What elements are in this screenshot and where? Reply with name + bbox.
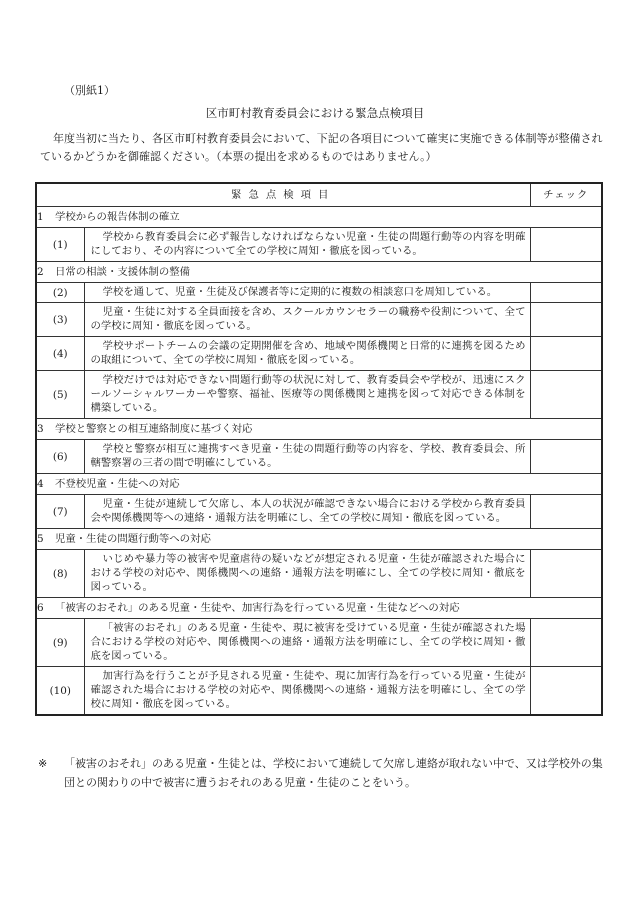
section-number: 2 (37, 266, 44, 278)
check-cell[interactable] (530, 303, 602, 337)
item-number: (6) (36, 440, 84, 474)
item-text: 学校だけでは対応できない問題行動等の状況に対して、教育委員会や学校が、迅速にスクールソーシャルワーカーや警察、福祉、医療等の関係機関と連携を図って対応できる体制を構築している。 (84, 371, 530, 419)
item-text: 児童・生徒に対する全員面接を含め、スクールカウンセラーの職務や役割について、全ての学校に周知・徹底を図っている。 (84, 303, 530, 337)
section-number: 5 (37, 533, 44, 545)
checklist-table (35, 182, 603, 716)
item-text: 学校から教育委員会に必ず報告しなければならない児童・生徒の問題行動等の内容を明確にしており、その内容について全ての学校に周知・徹底を図っている。 (84, 228, 530, 262)
item-number: (2) (36, 283, 84, 303)
section-row (36, 474, 602, 495)
section-title: 児童・生徒の問題行動等への対応 (55, 533, 211, 545)
section-title: 「被害のおそれ」のある児童・生徒や、加害行為を行っている児童・生徒などへの対応 (55, 602, 460, 614)
section-heading (36, 262, 602, 283)
item-text: 加害行為を行うことが予見される児童・生徒や、現に加害行為を行っている児童・生徒が確認された場合における学校の対応や、関係機関への連絡・通報方法を明確にし、全ての学校に周知・徹底を図っている。 (84, 667, 530, 716)
checklist-item-row (36, 550, 602, 598)
section-title: 学校からの報告体制の確立 (55, 211, 180, 223)
item-text: 学校を通して、児童・生徒及び保護者等に定期的に複数の相談窓口を周知している。 (84, 283, 530, 303)
checklist-item-row (36, 337, 602, 371)
section-number: 3 (37, 423, 44, 435)
item-text: 「被害のおそれ」のある児童・生徒や、現に被害を受けている児童・生徒が確認された場合における学校の対応や、関係機関への連絡・通報方法を明確にし、全ての学校に周知・徹底を図っている。 (84, 619, 530, 667)
section-number: 1 (37, 211, 44, 223)
checklist-item-row (36, 228, 602, 262)
footnote (38, 754, 604, 792)
item-number: (9) (36, 619, 84, 667)
section-heading (36, 207, 602, 228)
section-row (36, 207, 602, 228)
column-header-item: 緊急点検項目 (36, 183, 530, 207)
check-cell[interactable] (530, 667, 602, 716)
item-number: (3) (36, 303, 84, 337)
table-header-row (36, 183, 602, 207)
item-number: (4) (36, 337, 84, 371)
checklist-item-row (36, 283, 602, 303)
section-number: 4 (37, 478, 44, 490)
item-number: (1) (36, 228, 84, 262)
section-title: 不登校児童・生徒への対応 (55, 478, 180, 490)
check-cell[interactable] (530, 371, 602, 419)
check-cell[interactable] (530, 550, 602, 598)
section-row (36, 262, 602, 283)
section-row (36, 529, 602, 550)
check-cell[interactable] (530, 283, 602, 303)
section-number: 6 (37, 602, 44, 614)
section-heading (36, 474, 602, 495)
table-body (36, 207, 602, 716)
document-title: 区市町村教育委員会における緊急点検項目 (205, 106, 425, 120)
item-text: 学校サポートチームの会議の定期開催を含め、地域や関係機関と日常的に連携を図るための取組について、全ての学校に周知・徹底を図っている。 (84, 337, 530, 371)
section-title: 日常の相談・支援体制の整備 (55, 266, 191, 278)
annex-label: （別紙1） (64, 84, 115, 97)
column-header-check: チェック (530, 183, 602, 207)
section-heading (36, 529, 602, 550)
section-heading (36, 419, 602, 440)
item-text: 学校と警察が相互に連携すべき児童・生徒の問題行動等の内容を、学校、教育委員会、所轄警察署の三者の間で明確にしている。 (84, 440, 530, 474)
check-cell[interactable] (530, 619, 602, 667)
section-title: 学校と警察との相互連絡制度に基づく対応 (55, 423, 253, 435)
checklist-item-row (36, 619, 602, 667)
checklist-item-row (36, 440, 602, 474)
item-number: (7) (36, 495, 84, 529)
checklist-item-row (36, 495, 602, 529)
section-row (36, 598, 602, 619)
check-cell[interactable] (530, 440, 602, 474)
intro-paragraph: 年度当初に当たり、各区市町村教育委員会において、下記の各項目について確実に実施できる体制等が整備されているかどうかを御確認ください。（本票の提出を求めるものではありません。） (40, 132, 603, 163)
item-text: 児童・生徒が連続して欠席し、本人の状況が確認できない場合における学校から教育委員会や関係機関等への連絡・通報方法を明確にし、全ての学校に周知・徹底を図っている。 (84, 495, 530, 529)
section-heading (36, 598, 602, 619)
footnote-text: 「被害のおそれ」のある児童・生徒とは、学校において連続して欠席し連絡が取れない中で、又は学校外の集団との関わりの中で被害に遭うおそれのある児童・生徒のことをいう。 (64, 757, 603, 789)
item-number: (8) (36, 550, 84, 598)
item-number: (5) (36, 371, 84, 419)
item-text: いじめや暴力等の被害や児童虐待の疑いなどが想定される児童・生徒が確認された場合における学校の対応や、関係機関への連絡・通報方法を明確にし、全ての学校に周知・徹底を図っている。 (84, 550, 530, 598)
checklist-item-row (36, 667, 602, 716)
checklist-item-row (36, 371, 602, 419)
item-number: (10) (36, 667, 84, 716)
check-cell[interactable] (530, 337, 602, 371)
footnote-mark: ※ (38, 757, 48, 770)
check-cell[interactable] (530, 228, 602, 262)
section-row (36, 419, 602, 440)
check-cell[interactable] (530, 495, 602, 529)
checklist-item-row (36, 303, 602, 337)
